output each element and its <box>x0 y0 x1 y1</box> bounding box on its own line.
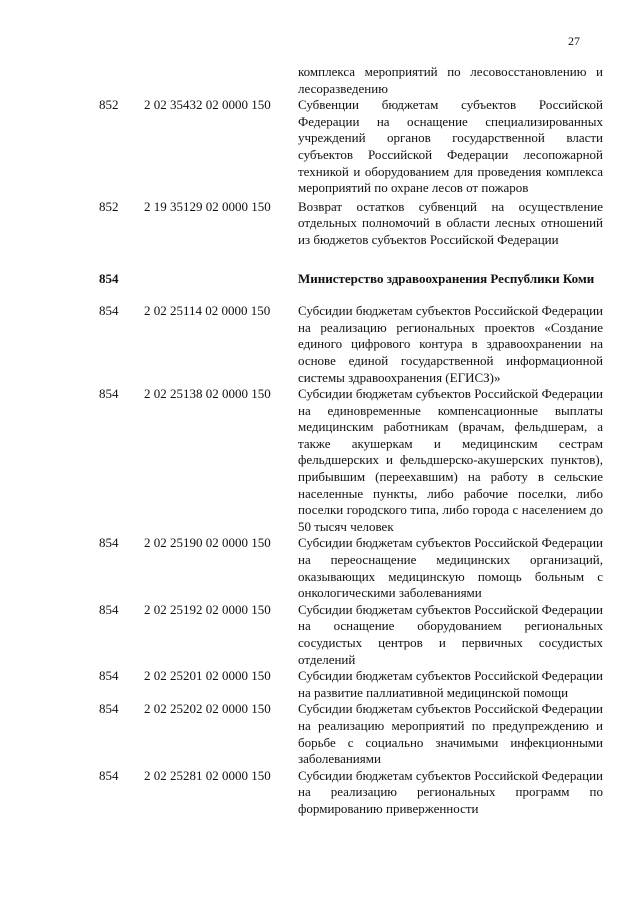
budget-code: 2 02 25114 02 0000 150 <box>144 303 271 319</box>
row-description: Субсидии бюджетам субъектов Российской Федерации на оснащение оборудованием региональных сосудистых центров и первичных сосудистых отделений <box>298 601 603 667</box>
row-description: Субвенции бюджетам субъектов Российской Федерации на оснащение специализированных учреждений органов государственной власти субъектов Российской Федерации лесопожарной техникой и оборудованием для проведения комплекса мероприятий по охране лесов от пожаров <box>298 97 603 196</box>
admin-code: 854 <box>99 668 119 684</box>
page-number: 27 <box>568 34 580 48</box>
budget-code: 2 02 25202 02 0000 150 <box>144 701 271 717</box>
budget-code: 2 19 35129 02 0000 150 <box>144 198 271 214</box>
row-description: Субсидии бюджетам субъектов Российской Федерации на реализацию региональных проектов «Создание единого цифрового контура в здравоохранении на основе единой государственной информационной системы здравоохранения (ЕГИСЗ)» <box>298 303 603 385</box>
admin-code: 854 <box>99 601 119 617</box>
budget-code: 2 02 25201 02 0000 150 <box>144 668 271 684</box>
ministry-heading-row <box>0 271 640 288</box>
admin-code: 854 <box>99 303 119 319</box>
budget-code: 2 02 35432 02 0000 150 <box>144 97 271 113</box>
ministry-title: Министерство здравоохранения Республики Коми <box>298 270 595 286</box>
table-row <box>0 303 640 386</box>
admin-code: 854 <box>99 767 119 783</box>
table-row <box>0 97 640 197</box>
row-description: Субсидии бюджетам субъектов Российской Федерации на единовременные компенсационные выплаты медицинским работникам (врачам, фельдшерам, а также акушеркам и медицинским сестрам фельдшерских и фельдшерско-акушерских пунктов), прибывшим (переехавшим) на работу в сельские населенные пункты, либо рабочие поселки, либо поселки городского типа, либо города с населением до 50 тысяч человек <box>298 386 603 534</box>
admin-code: 854 <box>99 386 119 402</box>
table-row <box>0 602 640 668</box>
row-description: Субсидии бюджетам субъектов Российской Федерации на переоснащение медицинских организаций, оказывающих медицинскую помощь больным с онкологическими заболеваниями <box>298 535 603 601</box>
row-description: Субсидии бюджетам субъектов Российской Федерации на реализацию региональных программ по формированию приверженности <box>298 767 603 816</box>
admin-code: 854 <box>99 701 119 717</box>
ministry-code: 854 <box>99 270 119 286</box>
table-row <box>0 386 640 535</box>
budget-code: 2 02 25192 02 0000 150 <box>144 601 271 617</box>
table-row <box>0 768 640 818</box>
admin-code: 852 <box>99 198 119 214</box>
row-description: Субсидии бюджетам субъектов Российской Федерации на реализацию мероприятий по предупреждению и борьбе с социально значимыми инфекционными заболеваниями <box>298 701 603 767</box>
document-body <box>0 64 640 818</box>
continuation-text: комплекса мероприятий по лесовосстановлению и лесоразведению <box>298 64 603 96</box>
budget-code: 2 02 25190 02 0000 150 <box>144 535 271 551</box>
row-description: Возврат остатков субвенций на осуществление отдельных полномочий в области лесных отношений из бюджетов субъектов Российской Федерации <box>298 198 603 247</box>
continuation-row <box>0 64 640 97</box>
budget-code: 2 02 25138 02 0000 150 <box>144 386 271 402</box>
budget-code: 2 02 25281 02 0000 150 <box>144 767 271 783</box>
admin-code: 852 <box>99 97 119 113</box>
table-row <box>0 668 640 701</box>
table-row <box>0 535 640 601</box>
table-row <box>0 701 640 767</box>
admin-code: 854 <box>99 535 119 551</box>
table-row <box>0 199 640 249</box>
row-description: Субсидии бюджетам субъектов Российской Федерации на развитие паллиативной медицинской помощи <box>298 668 603 700</box>
